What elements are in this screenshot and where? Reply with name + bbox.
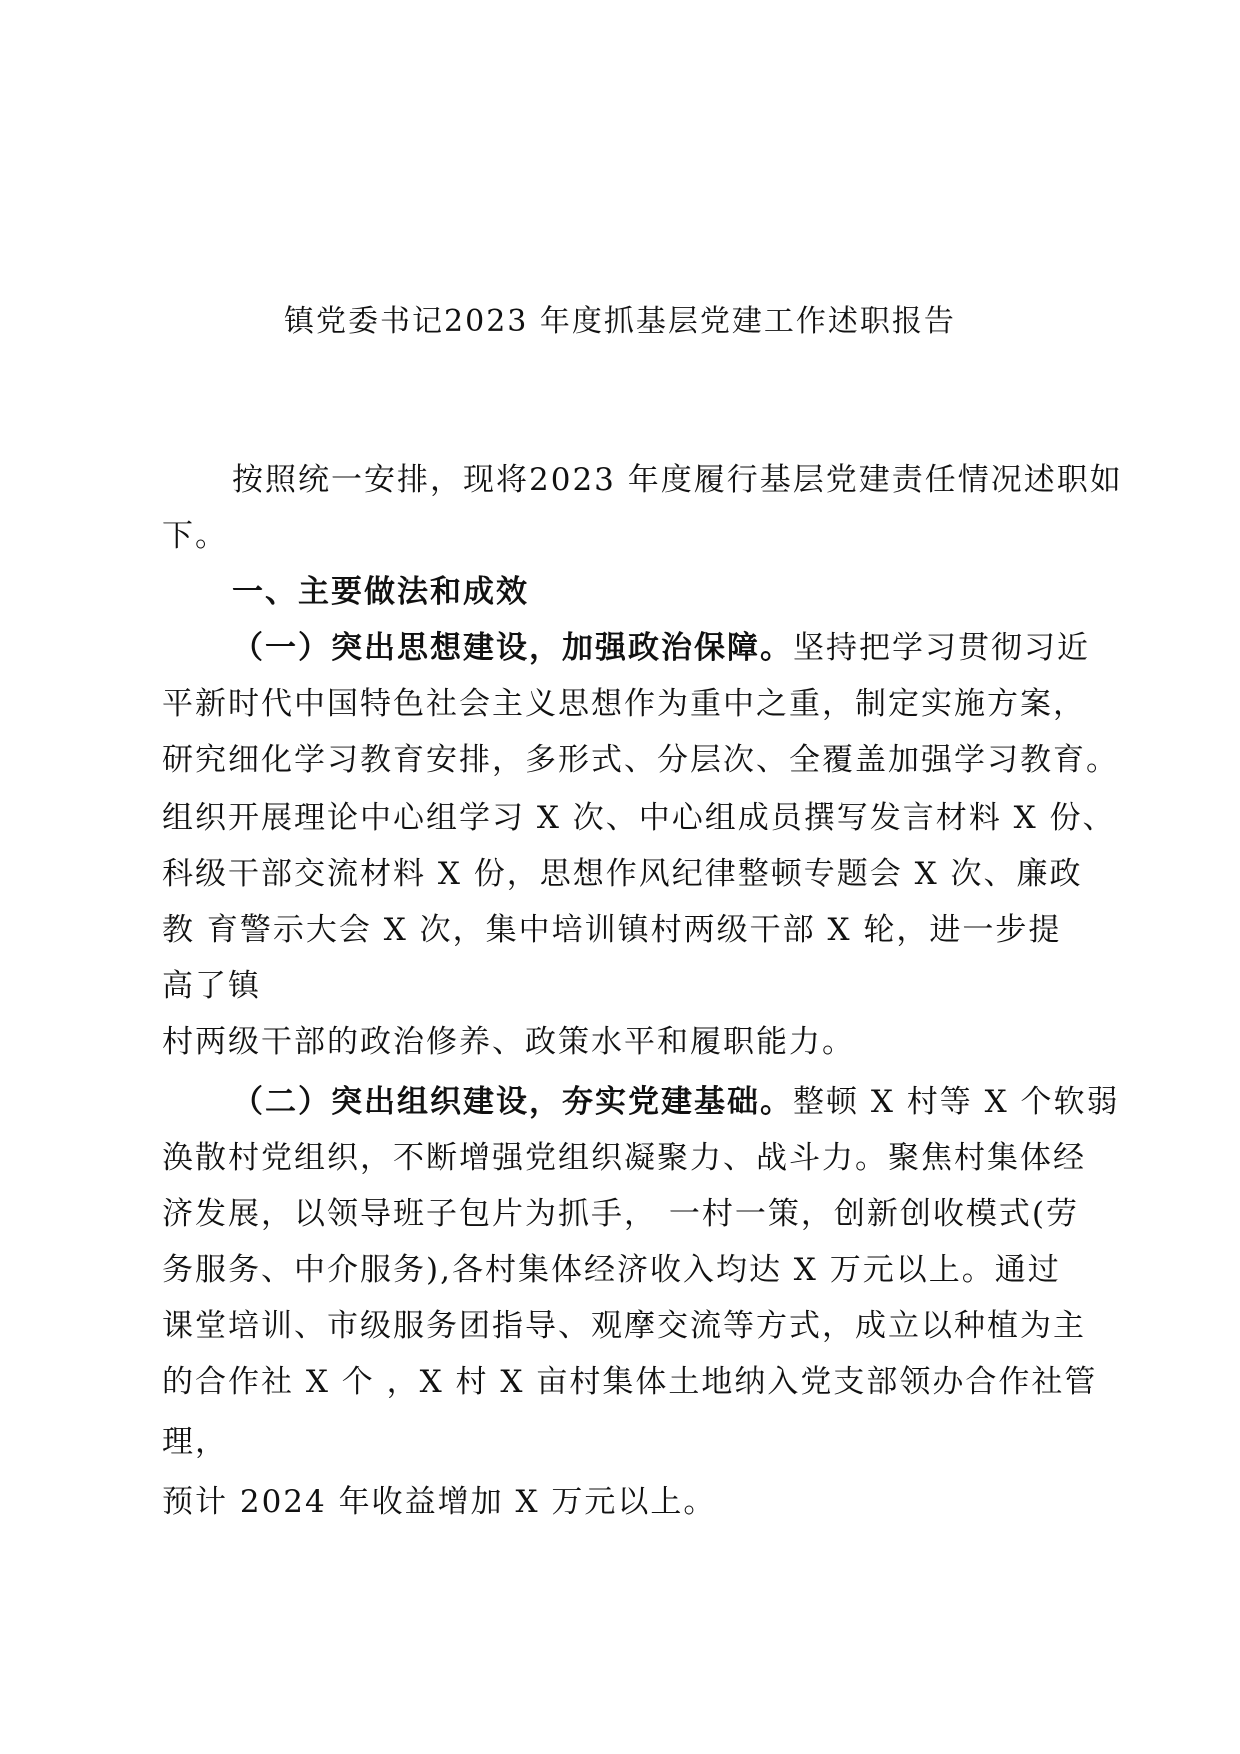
paragraph-line: 村两级干部的政治修养、政策水平和履职能力。 (162, 1024, 855, 1060)
paragraph-line: 组织开展理论中心组学习 X 次、中心组成员撰写发言材料 X 份、 (162, 800, 1116, 836)
paragraph-line: 研究细化学习教育安排，多形式、分层次、全覆盖加强学习教育。 (162, 742, 1119, 778)
paragraph-line (232, 626, 1090, 670)
paragraph-line (232, 1080, 1120, 1124)
intro-line-1: 按照统一安排，现将2023 年度履行基层党建责任情况述职如 (232, 462, 1123, 498)
item-heading: （一）突出思想建设，加强政治保障。 (232, 630, 793, 666)
intro-line-2: 下。 (162, 518, 228, 554)
paragraph-line: 教 育警示大会 X 次，集中培训镇村两级干部 X 轮，进一步提 (162, 912, 1062, 948)
paragraph-line: 高了镇 (162, 968, 261, 1004)
paragraph-line: 涣散村党组织，不断增强党组织凝聚力、战斗力。聚焦村集体经 (162, 1140, 1086, 1176)
paragraph-text: 整顿 X 村等 X 个软弱 (793, 1084, 1120, 1120)
item-heading: （二）突出组织建设，夯实党建基础。 (232, 1084, 793, 1120)
document-title: 镇党委书记2023 年度抓基层党建工作述职报告 (284, 304, 956, 339)
paragraph-text: 坚持把学习贯彻习近 (793, 630, 1090, 666)
section-heading: 一、主要做法和成效 (232, 574, 529, 610)
paragraph-line: 理， (162, 1424, 228, 1460)
paragraph-line: 科级干部交流材料 X 份，思想作风纪律整顿专题会 X 次、廉政 (162, 856, 1083, 892)
paragraph-line: 务服务、中介服务),各村集体经济收入均达 X 万元以上。通过 (162, 1252, 1061, 1288)
paragraph-line: 济发展，以领导班子包片为抓手， 一村一策，创新创收模式(劳 (162, 1196, 1079, 1232)
paragraph-line: 平新时代中国特色社会主义思想作为重中之重，制定实施方案， (162, 686, 1086, 722)
paragraph-line: 课堂培训、市级服务团指导、观摩交流等方式，成立以种植为主 (162, 1308, 1086, 1344)
paragraph-line: 预计 2024 年收益增加 X 万元以上。 (162, 1484, 717, 1520)
paragraph-line: 的合作社 X 个 ，X 村 X 亩村集体土地纳入党支部领办合作社管 (162, 1364, 1098, 1400)
